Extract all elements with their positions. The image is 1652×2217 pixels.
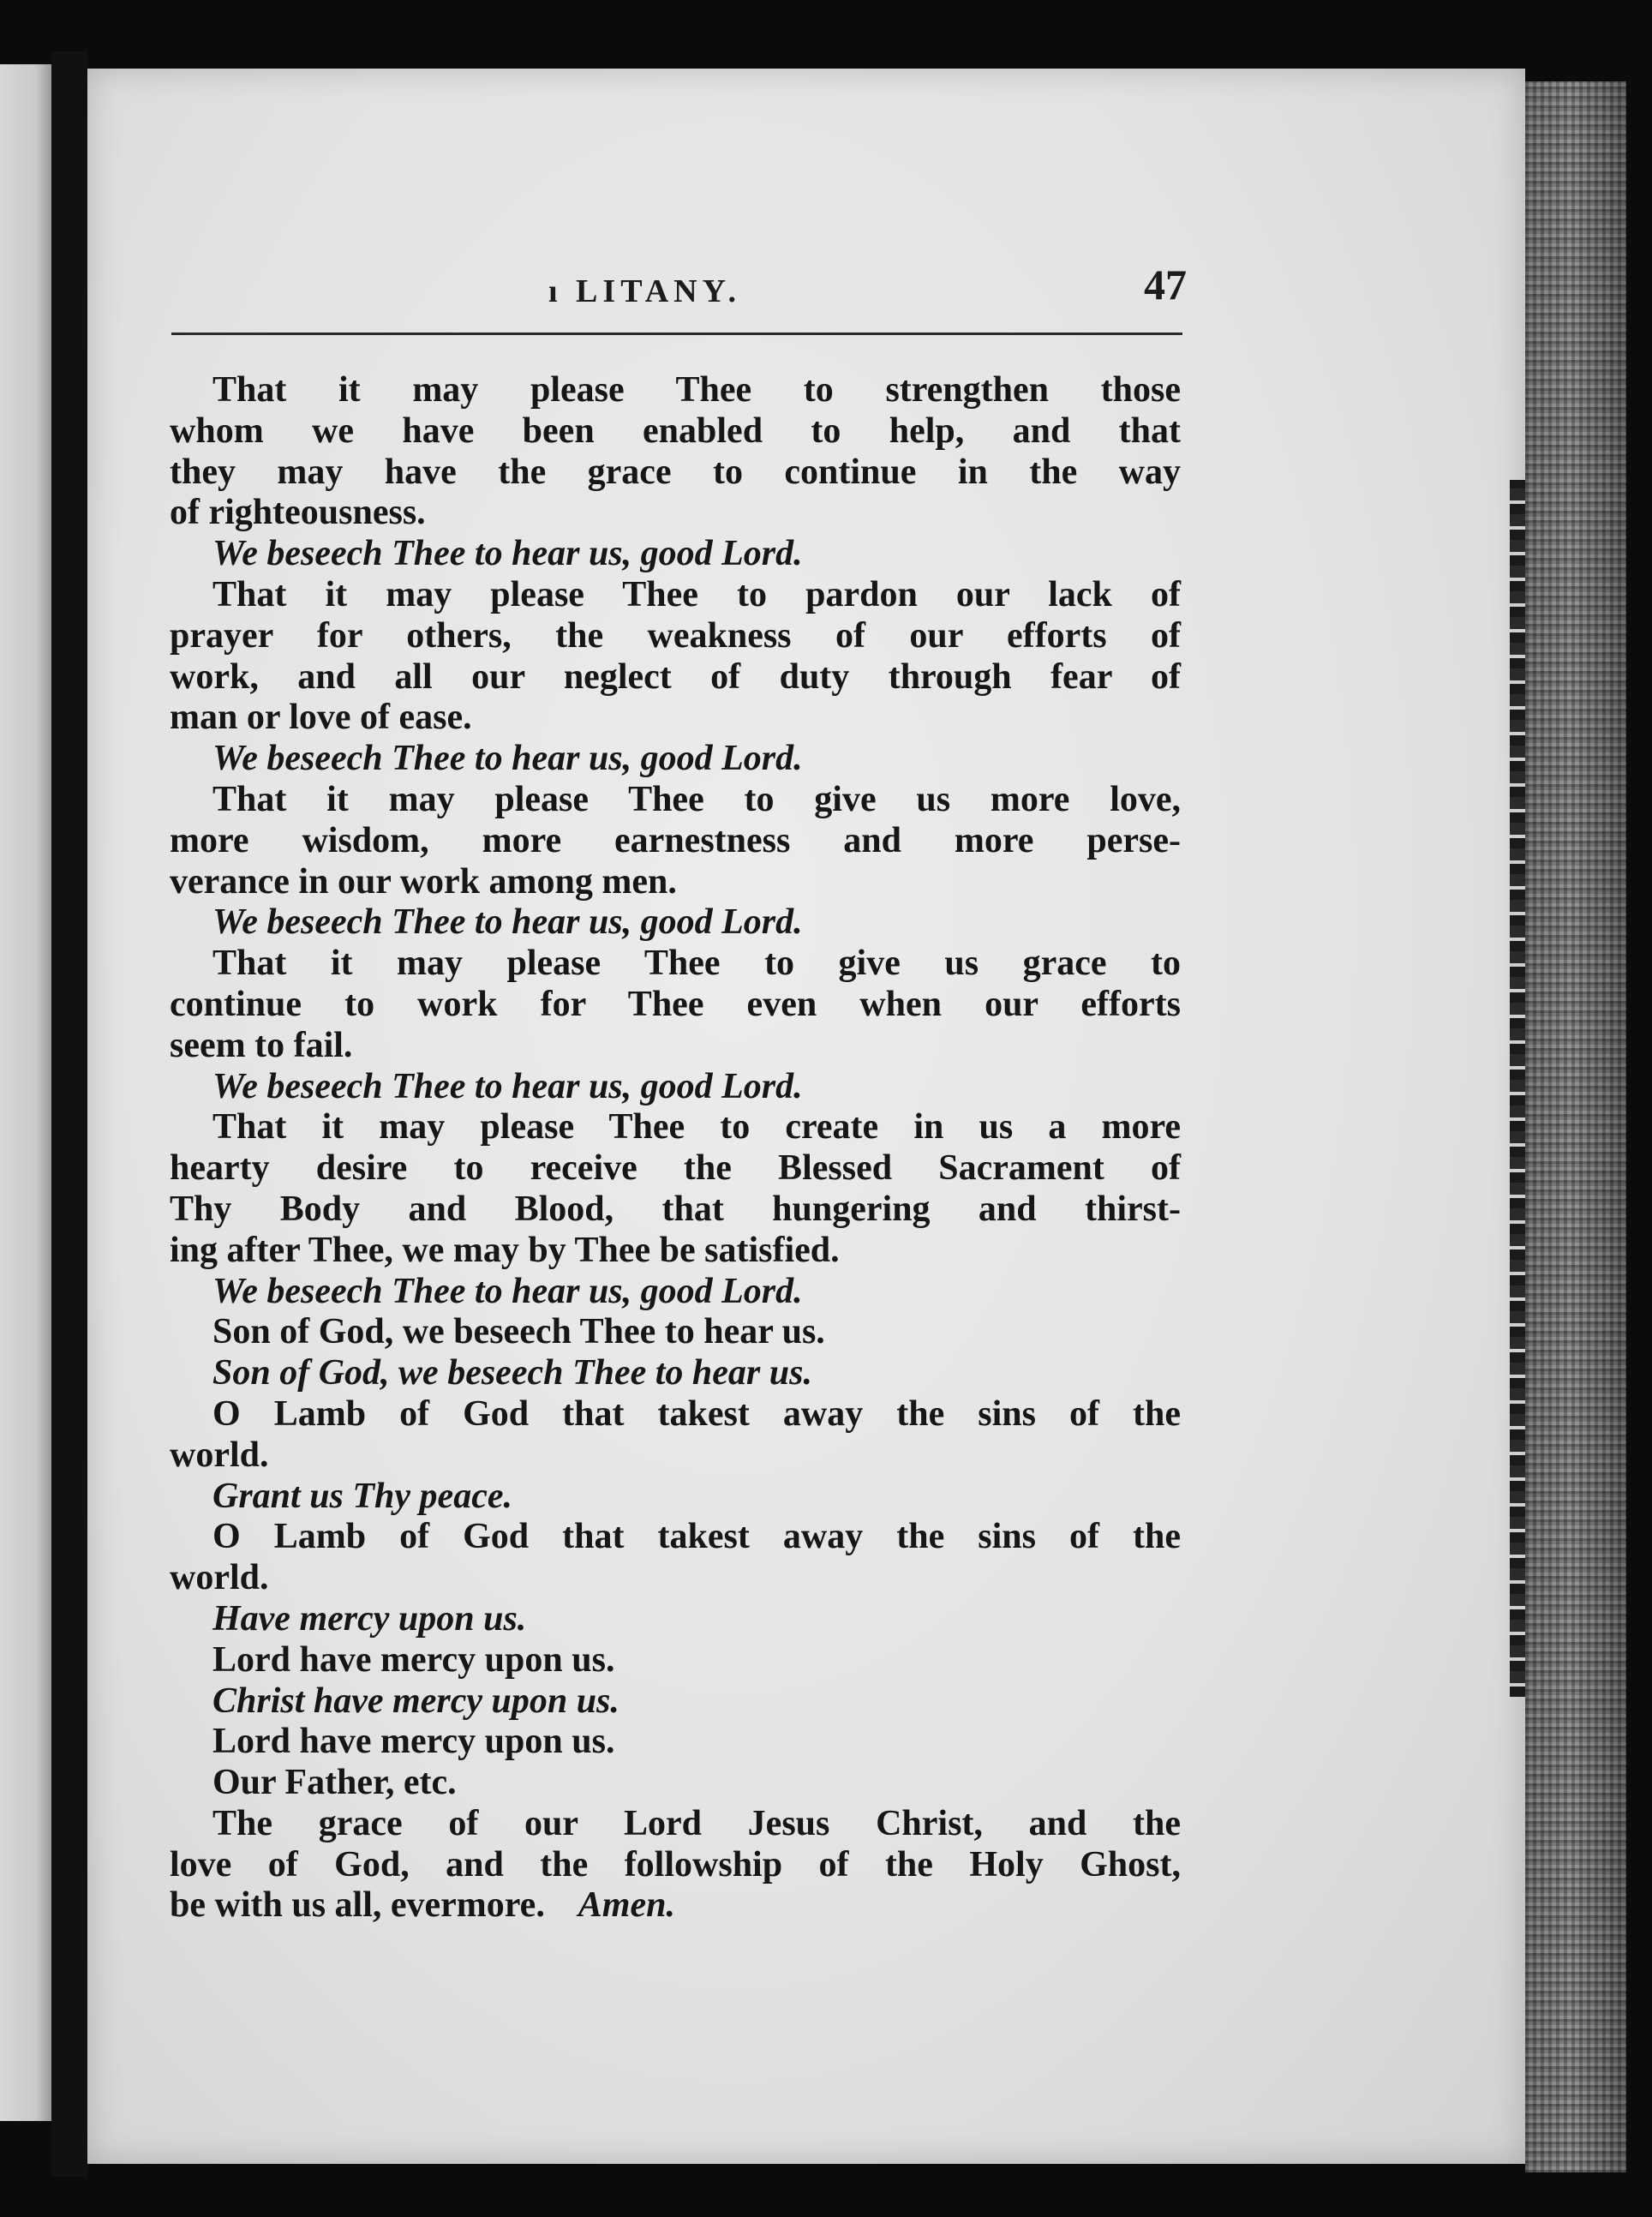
page-number: 47 — [1144, 261, 1187, 309]
verse-line — [170, 1312, 1181, 1353]
line-text: Lord have mercy upon us. — [212, 1639, 615, 1680]
verse-line — [170, 452, 1181, 494]
verse-line — [170, 780, 1181, 821]
response-line — [170, 1599, 1181, 1640]
line-text: more wisdom, more earnestness and more perse- — [170, 820, 1181, 860]
book-binding — [1525, 81, 1626, 2172]
line-text: work, and all our neglect of duty through fear of — [170, 656, 1181, 697]
verse-line — [170, 1640, 1181, 1681]
line-text: We beseech Thee to hear us, good Lord. — [212, 1066, 803, 1106]
response-line — [170, 739, 1181, 780]
adjacent-page-edge — [0, 64, 51, 2121]
line-text: The grace of our Lord Jesus Christ, and the — [212, 1803, 1181, 1843]
line-text: That it may please Thee to pardon our lack of — [212, 574, 1181, 614]
line-text: We beseech Thee to hear us, good Lord. — [212, 534, 803, 574]
line-text: they may have the grace to continue in the way — [170, 452, 1181, 492]
verse-line — [170, 1394, 1181, 1435]
verse-line — [170, 616, 1181, 657]
line-text: Our Father, etc. — [212, 1763, 457, 1803]
verse-line — [170, 944, 1181, 985]
line-text: We beseech Thee to hear us, good Lord. — [212, 1271, 803, 1311]
verse-line — [170, 985, 1181, 1026]
verse-line — [170, 1845, 1181, 1886]
running-head: ı LITANY. — [548, 273, 742, 309]
page-fore-edge — [1510, 480, 1525, 1697]
verse-line — [170, 370, 1181, 411]
verse-line — [170, 1107, 1181, 1148]
verse-line — [170, 862, 1181, 903]
response-line — [170, 902, 1181, 944]
verse-line — [170, 575, 1181, 616]
verse-line — [170, 1189, 1181, 1231]
line-text: continue to work for Thee even when our efforts — [170, 984, 1181, 1024]
line-text: We beseech Thee to hear us, good Lord. — [212, 739, 803, 779]
line-text: prayer for others, the weakness of our efforts of — [170, 615, 1181, 656]
line-text: That it may please Thee to give us more love, — [212, 779, 1181, 819]
book-gutter — [51, 51, 87, 2177]
line-text: Christ have mercy upon us. — [212, 1681, 620, 1721]
line-text: That it may please Thee to give us grace to — [212, 944, 1181, 984]
line-text: whom we have been enabled to help, and that — [170, 410, 1181, 451]
line-text: Thy Body and Blood, that hungering and thirst- — [170, 1189, 1181, 1229]
verse-line — [170, 1763, 1181, 1804]
response-line — [170, 1477, 1181, 1518]
line-text: world. — [170, 1558, 269, 1598]
line-text: O Lamb of God that takest away the sins of the — [212, 1393, 1181, 1434]
line-text: be with us all, evermore. — [170, 1885, 545, 1926]
line-text: ing after Thee, we may by Thee be satisfied. — [170, 1230, 840, 1270]
line-text: seem to fail. — [170, 1025, 353, 1065]
response-line — [170, 1067, 1181, 1108]
response-line — [170, 1353, 1181, 1394]
verse-line — [170, 1722, 1181, 1763]
line-text: We beseech Thee to hear us, good Lord. — [212, 902, 803, 943]
verse-line — [170, 821, 1181, 862]
line-text: of righteousness. — [170, 493, 426, 533]
verse-line — [170, 1558, 1181, 1599]
line-text: Lord have mercy upon us. — [212, 1722, 615, 1762]
response-line — [170, 1272, 1181, 1313]
line-text: Son of God, we beseech Thee to hear us. — [212, 1312, 825, 1352]
verse-line — [170, 1231, 1181, 1272]
line-text: O Lamb of God that takest away the sins of the — [212, 1517, 1181, 1557]
litany-text — [170, 370, 1181, 1926]
verse-line — [170, 1148, 1181, 1189]
line-text: That it may please Thee to create in us a more — [212, 1107, 1181, 1147]
header-rule — [171, 333, 1182, 335]
line-text: verance in our work among men. — [170, 861, 677, 902]
verse-line — [170, 657, 1181, 698]
line-text: Son of God, we beseech Thee to hear us. — [212, 1353, 812, 1393]
line-text: hearty desire to receive the Blessed Sacrament of — [170, 1148, 1181, 1189]
line-text: man or love of ease. — [170, 698, 472, 738]
line-text: love of God, and the followship of the Holy Ghost, — [170, 1844, 1181, 1884]
line-text: Have mercy upon us. — [212, 1598, 527, 1639]
amen-text: Amen. — [570, 1885, 675, 1926]
verse-line — [170, 698, 1181, 739]
line-text: Grant us Thy peace. — [212, 1476, 512, 1516]
verse-line — [170, 1804, 1181, 1845]
verse-line — [170, 1885, 1181, 1926]
line-text: That it may please Thee to strengthen those — [212, 370, 1181, 410]
verse-line — [170, 1435, 1181, 1477]
response-line — [170, 534, 1181, 575]
verse-line — [170, 411, 1181, 452]
verse-line — [170, 493, 1181, 534]
verse-line — [170, 1517, 1181, 1558]
response-line — [170, 1681, 1181, 1723]
line-text: world. — [170, 1435, 269, 1475]
verse-line — [170, 1026, 1181, 1067]
